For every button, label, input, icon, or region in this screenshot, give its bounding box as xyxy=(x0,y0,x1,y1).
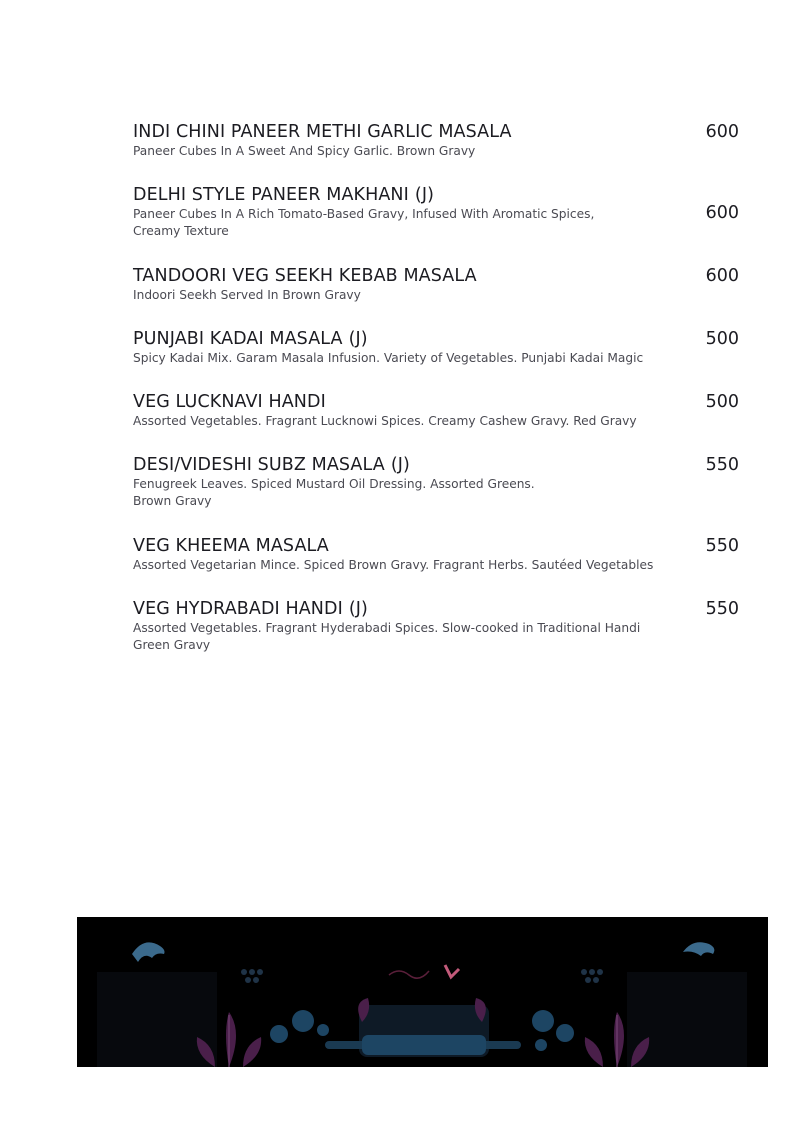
jain-tag: (J) xyxy=(348,329,368,349)
item-name: DESI/VIDESHI SUBZ MASALA (J) xyxy=(133,455,410,475)
menu-item xyxy=(133,535,743,598)
item-price: 550 xyxy=(705,536,739,556)
item-name: TANDOORI VEG SEEKH KEBAB MASALA xyxy=(133,266,477,286)
menu-item xyxy=(133,598,743,661)
kitchen-illustration xyxy=(77,917,768,1067)
item-description: Paneer Cubes In A Rich Tomato-Based Gravy, Infused With Aromatic Spices, xyxy=(133,207,595,221)
item-description-line2: Creamy Texture xyxy=(133,224,229,238)
menu-item xyxy=(133,391,743,454)
berries-icon xyxy=(241,969,603,983)
leaf-icon xyxy=(389,965,459,978)
item-price: 600 xyxy=(705,203,739,223)
menu-item xyxy=(133,121,743,184)
jain-tag: (J) xyxy=(414,185,435,205)
item-description-line2: Brown Gravy xyxy=(133,494,212,508)
item-price: 550 xyxy=(705,599,739,619)
item-price: 500 xyxy=(705,392,739,412)
item-description: Paneer Cubes In A Sweet And Spicy Garlic. Brown Gravy xyxy=(133,144,476,158)
item-description: Assorted Vegetables. Fragrant Lucknowi Spices. Creamy Cashew Gravy. Red Gravy xyxy=(133,414,637,428)
menu-item xyxy=(133,328,743,391)
item-name: VEG LUCKNAVI HANDI xyxy=(133,392,326,412)
item-description: Fenugreek Leaves. Spiced Mustard Oil Dressing. Assorted Greens. xyxy=(133,477,535,491)
item-description: Indoori Seekh Served In Brown Gravy xyxy=(133,288,361,302)
item-price: 600 xyxy=(705,266,739,286)
bird-icon xyxy=(132,942,165,962)
menu-item xyxy=(133,184,743,265)
item-price: 550 xyxy=(705,455,739,475)
item-description: Assorted Vegetarian Mince. Spiced Brown Gravy. Fragrant Herbs. Sautéed Vegetables xyxy=(133,558,654,572)
bird-icon xyxy=(683,942,714,956)
item-name: INDI CHINI PANEER METHI GARLIC MASALA xyxy=(133,122,512,142)
jain-tag: (J) xyxy=(390,455,410,475)
item-price: 500 xyxy=(705,329,739,349)
decorative-footer-banner xyxy=(77,917,768,1067)
item-description-line2: Green Gravy xyxy=(133,638,211,652)
menu-item xyxy=(133,265,743,328)
item-name: VEG KHEEMA MASALA xyxy=(133,536,329,556)
item-name: PUNJABI KADAI MASALA (J) xyxy=(133,329,368,349)
jain-tag: (J) xyxy=(348,599,368,619)
menu-list xyxy=(133,121,743,661)
item-description: Assorted Vegetables. Fragrant Hyderabadi Spices. Slow-cooked in Traditional Handi xyxy=(133,621,641,635)
item-description: Spicy Kadai Mix. Garam Masala Infusion. Variety of Vegetables. Punjabi Kadai Magic xyxy=(133,351,644,365)
rolling-pin-icon xyxy=(325,1005,521,1057)
menu-item xyxy=(133,454,743,535)
item-price: 600 xyxy=(705,122,739,142)
item-name: DELHI STYLE PANEER MAKHANI (J) xyxy=(133,185,435,205)
item-name: VEG HYDRABADI HANDI (J) xyxy=(133,599,368,619)
